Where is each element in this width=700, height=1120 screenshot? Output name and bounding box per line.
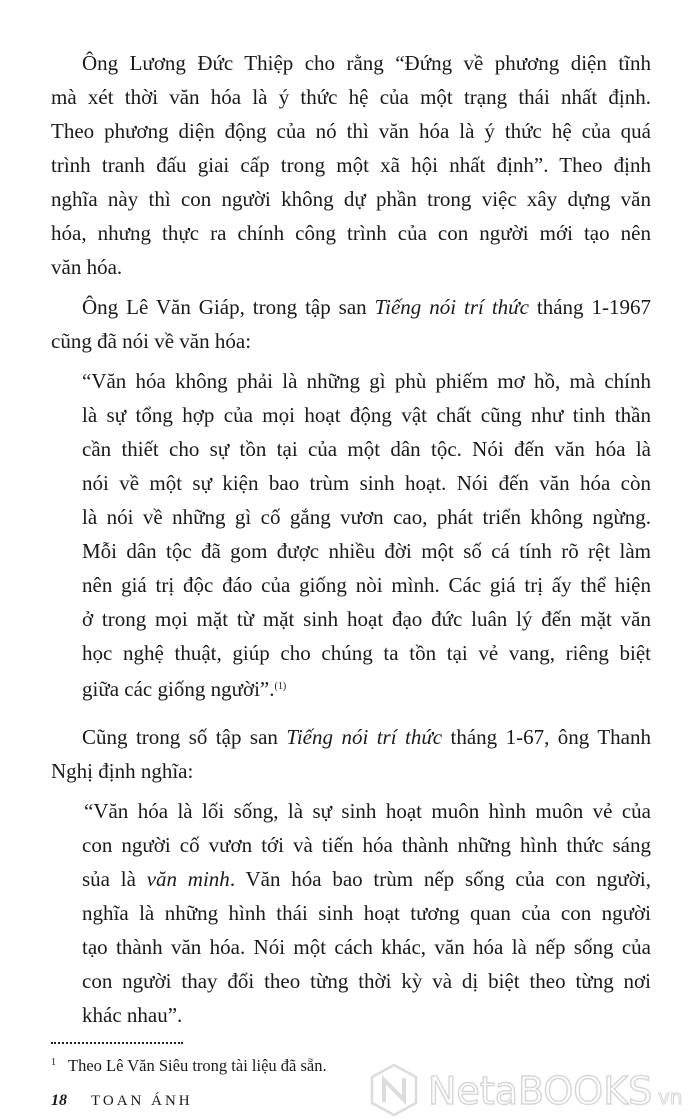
page-footer [51,1090,193,1112]
p3-text: Cũng trong số tập san [82,725,287,749]
q2-italic-term: văn minh [146,867,230,891]
p1-line-7: văn hóa. [51,255,123,279]
author-name: TOAN ÁNH [91,1093,193,1109]
q1-line-2: là sự tổng hợp của mọi hoạt động vật chất cũng như tinh thần [82,403,651,427]
p2-journal-title: Tiếng nói trí thức [374,295,529,319]
q2-line-4: nghĩa là những hình thái sinh hoạt tương quan của con người [82,901,651,925]
p1-line-4: trình tranh đấu giai cấp trong một xã hội nhất định”. Theo định [51,153,651,177]
page-number: 18 [51,1092,67,1109]
p2-text: Ông Lê Văn Giáp, trong tập san [82,295,375,319]
footnote-number: 1 [51,1057,56,1068]
footnote [51,1052,327,1077]
q2-text-rest: . Văn hóa bao trùm nếp sống của con người, [229,867,651,891]
q2-line-1: “Văn hóa là lối sống, là sự sinh hoạt muôn hình muôn vẻ của [84,799,651,823]
q1-line-1: “Văn hóa không phải là những gì phù phiếm mơ hồ, mà chính [82,369,651,393]
p1-line-2: mà xét thời văn hóa là ý thức hệ của một trạng thái nhất định. [51,85,651,109]
watermark-brand: NetaBOOKS [428,1069,653,1113]
footnote-text: Theo Lê Văn Siêu trong tài liệu đã sẵn. [68,1056,327,1075]
q2-text: sủa là [82,867,147,891]
p1-line-3: Theo phương diện động của nó thì văn hóa là ý thức hệ của quá [51,119,651,143]
watermark-suffix: vn [658,1085,683,1109]
p2-line-2: cũng đã nói về văn hóa: [51,329,252,353]
footnote-separator [51,1042,183,1044]
q2-line-7: khác nhau”. [82,1003,183,1027]
q1-last-text: giữa các giống người”. [82,677,275,701]
q1-line-6: Mỗi dân tộc đã gom được nhiều đời một số cá tính rõ rệt làm [82,539,651,563]
p3-date: tháng 1-67, ông Thanh [442,725,651,749]
p1-line-6: hóa, nhưng thực ra chính công trình của con người mới tạo nên [51,221,651,245]
p3-journal-title: Tiếng nói trí thức [286,725,443,749]
footnote-ref[interactable]: (1) [274,681,287,692]
p2-date: tháng 1-1967 [528,295,651,319]
q1-line-4: nói về một sự kiện bao trùm sinh hoạt. Nói đến văn hóa còn [82,471,651,495]
p2-line-1 [82,290,651,324]
p1-line-5: nghĩa này thì con người không dự phần trong việc xây dựng văn [51,187,651,211]
q2-line-5: tạo thành văn hóa. Nói một cách khác, văn hóa là nếp sống của [82,935,651,959]
watermark-hexagon-icon [372,1065,416,1115]
q2-line-2: con người cố vươn tới và tiến hóa thành những hình thức sáng [82,833,651,857]
p1-line-1: Ông Lương Đức Thiệp cho rằng “Đứng về phương diện tĩnh [82,51,651,75]
p3-line-1 [82,720,651,754]
netabooks-watermark-logo [366,1062,696,1118]
q1-line-5: là nói về những gì cố gắng vươn cao, phát triển không ngừng. [82,505,651,529]
q1-line-8: ở trong mọi mặt từ mặt sinh hoạt đạo đức luân lý đến mặt văn [82,607,651,631]
q1-line-3: cần thiết cho sự tồn tại của một dân tộc. Nói đến văn hóa là [82,437,651,461]
q2-line-6: con người thay đổi theo từng thời kỳ và dị biệt theo từng nơi [82,969,651,993]
q1-line-9: học nghệ thuật, giúp cho chúng ta tồn tại vẻ vang, riêng biệt [82,641,651,665]
q1-line-7: nên giá trị độc đáo của giống nòi mình. Các giá trị ấy thể hiện [82,573,651,597]
q1-line-10 [82,670,286,704]
p3-line-2: Nghị định nghĩa: [51,759,194,783]
q2-line-3 [82,862,651,896]
